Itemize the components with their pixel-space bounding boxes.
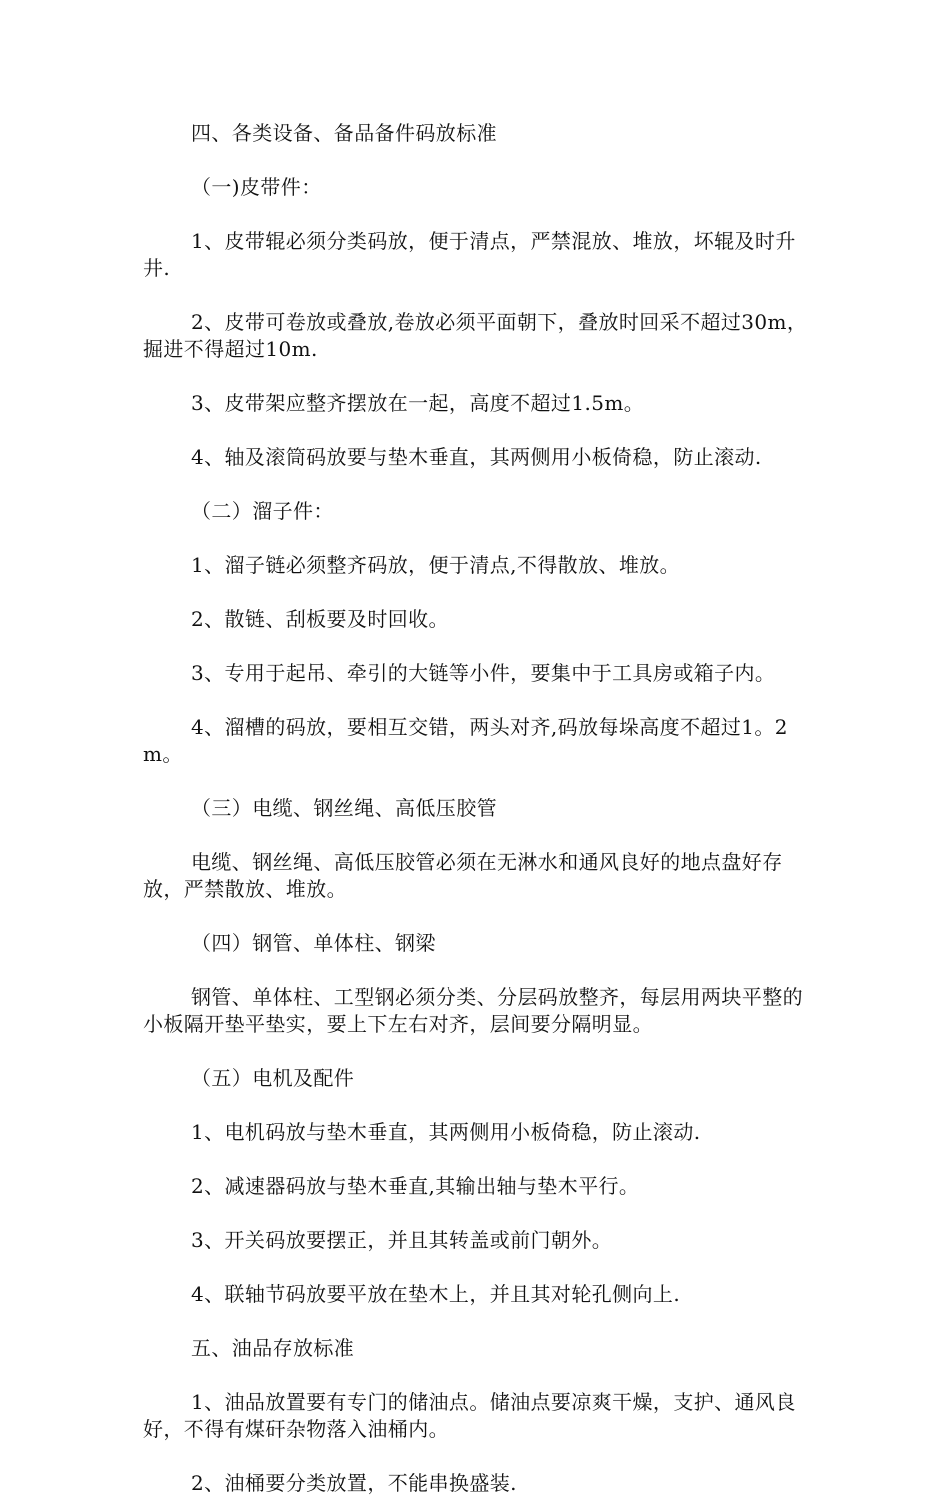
paragraph: 2、皮带可卷放或叠放,卷放必须平面朝下，叠放时回采不超过30m，掘进不得超过10m.	[143, 310, 808, 361]
paragraph: 4、溜槽的码放，要相互交错，两头对齐,码放每垛高度不超过1。2m。	[143, 715, 788, 766]
paragraph: 4、轴及滚筒码放要与垫木垂直，其两侧用小板倚稳，防止滚动.	[191, 445, 762, 469]
paragraph: 2、减速器码放与垫木垂直,其输出轴与垫木平行。	[191, 1174, 640, 1198]
paragraph: 2、散链、刮板要及时回收。	[191, 607, 449, 631]
paragraph: 1、溜子链必须整齐码放，便于清点,不得散放、堆放。	[191, 553, 681, 577]
paragraph: 2、油桶要分类放置，不能串换盛装.	[191, 1471, 517, 1495]
section-heading-5: 五、油品存放标准	[191, 1336, 355, 1360]
subsection-heading-steel: （四）钢管、单体柱、钢梁	[191, 931, 436, 955]
section-heading-4: 四、各类设备、备品备件码放标准	[191, 121, 497, 145]
subsection-heading-cable: （三）电缆、钢丝绳、高低压胶管	[191, 796, 497, 820]
paragraph: 3、开关码放要摆正，并且其转盖或前门朝外。	[191, 1228, 613, 1252]
paragraph: 3、皮带架应整齐摆放在一起，高度不超过1.5m。	[191, 391, 645, 415]
paragraph: 3、专用于起吊、牵引的大链等小件，要集中于工具房或箱子内。	[191, 661, 776, 685]
paragraph: 电缆、钢丝绳、高低压胶管必须在无淋水和通风良好的地点盘好存放，严禁散放、堆放。	[143, 850, 783, 901]
paragraph: 1、电机码放与垫木垂直，其两侧用小板倚稳，防止滚动.	[191, 1120, 701, 1144]
subsection-heading-conveyor: （二）溜子件：	[191, 499, 334, 523]
subsection-heading-motor: （五）电机及配件	[191, 1066, 355, 1090]
subsection-heading-belt: （一)皮带件：	[191, 175, 322, 199]
paragraph: 4、联轴节码放要平放在垫木上，并且其对轮孔侧向上.	[191, 1282, 681, 1306]
paragraph: 1、皮带辊必须分类码放，便于清点，严禁混放、堆放，坏辊及时升井.	[143, 229, 796, 280]
paragraph: 1、油品放置要有专门的储油点。储油点要凉爽干燥，支护、通风良好，不得有煤矸杂物落入油桶内。	[143, 1390, 796, 1441]
document-body	[143, 120, 813, 1497]
paragraph: 钢管、单体柱、工型钢必须分类、分层码放整齐，每层用两块平整的小板隔开垫平垫实，要上下左右对齐，层间要分隔明显。	[143, 985, 803, 1036]
